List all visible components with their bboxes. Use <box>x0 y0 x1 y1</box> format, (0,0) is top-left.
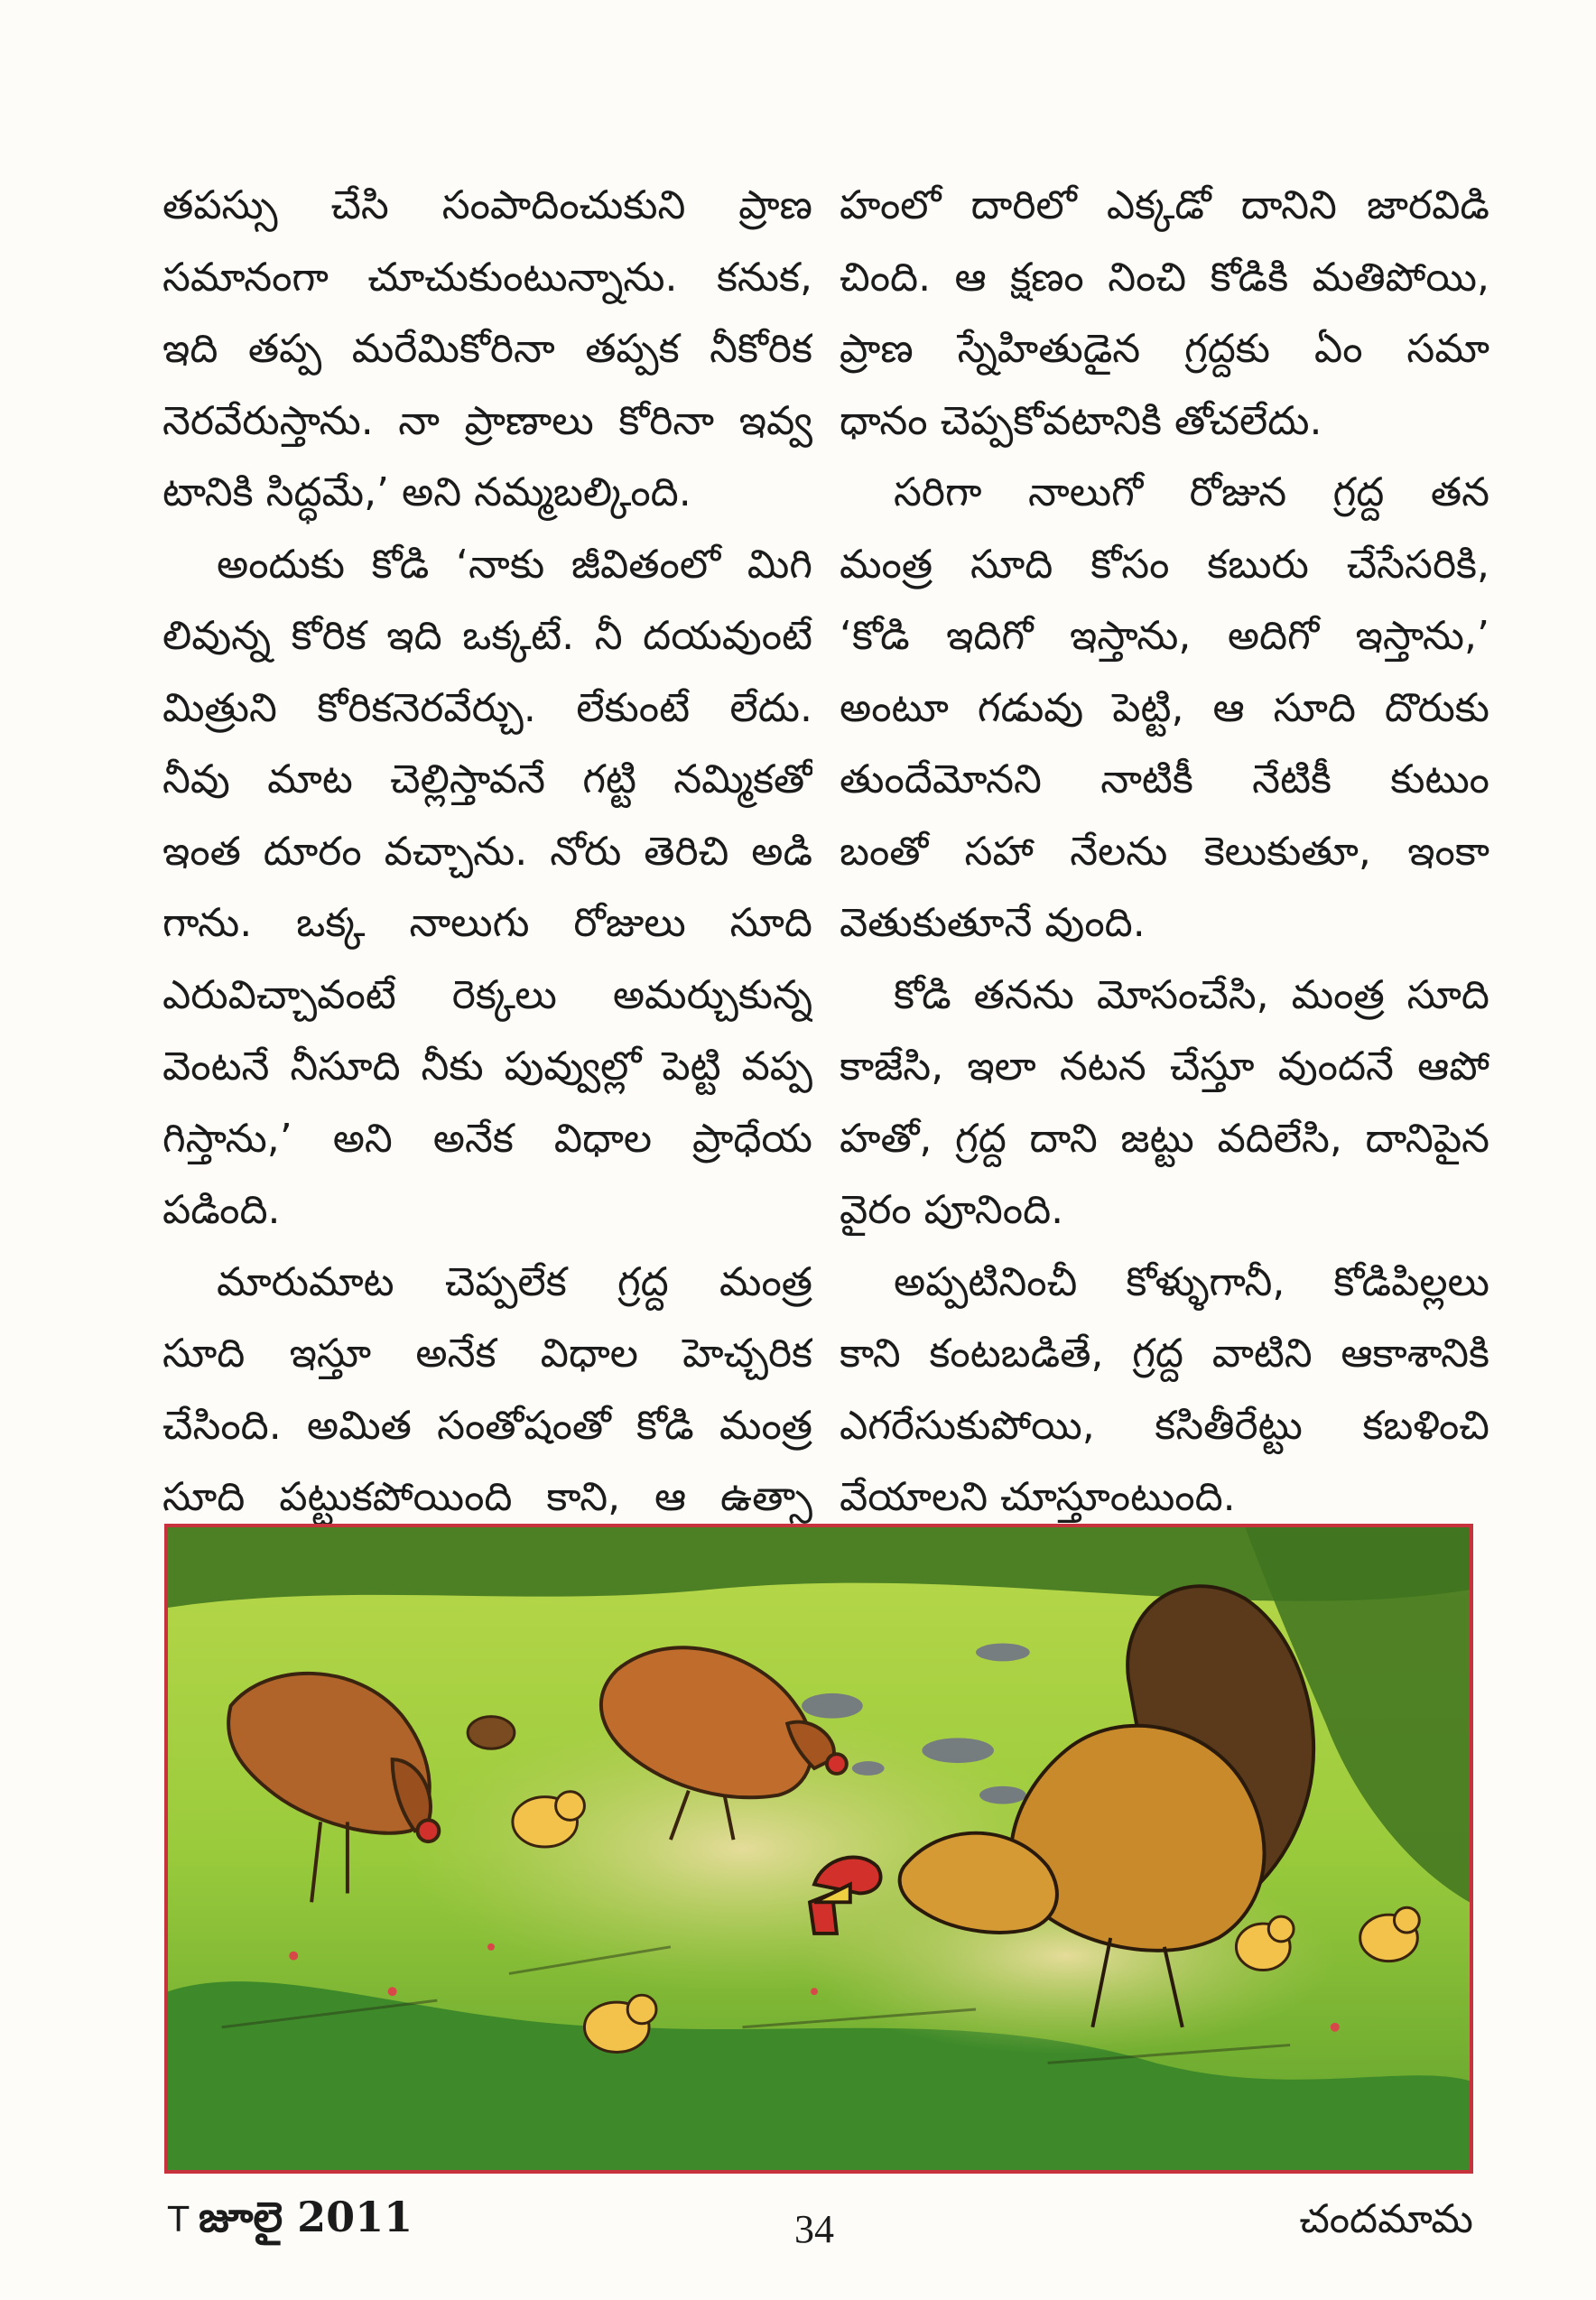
text-line: లివున్న కోరిక ఇది ఒక్కటే. నీ దయవుంటే <box>162 613 812 659</box>
text-line: ఎగరేసుకుపోయి, కసితీరేట్టు కబళించి <box>840 1402 1489 1449</box>
text-line: ఇది తప్ప మరేమికోరినా తప్పక నీకోరిక <box>162 326 812 372</box>
text-line: కాని కంటబడితే, గ్రద్ద వాటిని ఆకాశానికి <box>840 1331 1489 1377</box>
text-line: నీవు మాట చెల్లిస్తావనే గట్టి నమ్మికతో <box>162 756 812 802</box>
text-line: మారుమాట చెప్పలేక గ్రద్ద మంత్ర <box>217 1258 812 1305</box>
chickens-scene-image <box>168 1527 1470 2170</box>
story-illustration <box>164 1524 1473 2174</box>
left-text-column <box>162 170 812 1534</box>
text-line: అందుకు కోడి ‘నాకు జీవితంలో మిగి <box>217 541 812 588</box>
text-line: హతో, గ్రద్ద దాని జట్టు వదిలేసి, దానిపైన <box>840 1115 1489 1162</box>
text-line: వెంటనే నీసూది నీకు పువ్వుల్లో పెట్టి వప్ప <box>162 1043 812 1090</box>
text-line: బంతో సహా నేలను కెలుకుతూ, ఇంకా <box>840 828 1489 875</box>
text-line: పడింది. <box>162 1187 281 1233</box>
text-line: తపస్సు చేసి సంపాదించుకుని ప్రాణ <box>162 182 812 228</box>
text-line: ‘కోడి ఇదిగో ఇస్తాను, అదిగో ఇస్తాను,’ <box>840 613 1489 659</box>
text-line: కాజేసి, ఇలా నటన చేస్తూ వుందనే ఆపో <box>840 1043 1489 1090</box>
text-line: అంటూ గడువు పెట్టి, ఆ సూది దొరుకు <box>840 684 1489 731</box>
text-line: అప్పటినించీ కోళ్ళుగానీ, కోడిపిల్లలు <box>894 1258 1489 1305</box>
text-line: వైరం పూనింది. <box>840 1187 1064 1233</box>
text-line: గాను. ఒక్క నాలుగు రోజులు సూది <box>162 900 812 946</box>
text-line: సరిగా నాలుగో రోజున గ్రద్ద తన <box>894 469 1489 515</box>
text-line: చింది. ఆ క్షణం నించి కోడికి మతిపోయి, <box>840 254 1489 301</box>
page-number: 34 <box>794 2207 834 2251</box>
text-line: మంత్ర సూది కోసం కబురు చేసేసరికి, <box>840 541 1489 588</box>
text-line: సమానంగా చూచుకుంటున్నాను. కనుక, <box>162 254 812 301</box>
magazine-name: చందమామ <box>1299 2196 1473 2242</box>
text-line: తుందేమోనని నాటికీ నేటికీ కుటుం <box>840 756 1489 802</box>
text-line: ఇంత దూరం వచ్చాను. నోరు తెరిచి అడి <box>162 828 812 875</box>
page-footer <box>162 2189 1473 2252</box>
text-line: హంలో దారిలో ఎక్కడో దానిని జారవిడి <box>840 182 1489 228</box>
text-line: కోడి తనను మోసంచేసి, మంత్ర సూది <box>894 971 1489 1018</box>
text-line: మిత్రుని కోరికనెరవేర్చు. లేకుంటే లేదు. <box>162 684 812 731</box>
text-line: ప్రాణ స్నేహితుడైన గ్రద్దకు ఏం సమా <box>840 326 1489 372</box>
issue-date: జూలై 2011 <box>199 2193 413 2241</box>
footer-mark: T <box>168 2200 190 2240</box>
right-text-column <box>840 170 1489 1534</box>
text-line: గిస్తాను,’ అని అనేక విధాల ప్రాధేయ <box>162 1115 812 1162</box>
text-line: టానికి సిద్ధమే,’ అని నమ్మబల్కింది. <box>162 469 691 515</box>
text-line: ధానం చెప్పకోవటానికి తోచలేదు. <box>840 397 1322 444</box>
text-line: సూది ఇస్తూ అనేక విధాల హెచ్చరిక <box>162 1331 812 1377</box>
text-line: సూది పట్టుకపోయింది కాని, ఆ ఉత్సా <box>162 1474 812 1520</box>
text-line: నెరవేరుస్తాను. నా ప్రాణాలు కోరినా ఇవ్వ <box>162 397 812 444</box>
text-line: వెతుకుతూనే వుంది. <box>840 900 1146 946</box>
text-line: వేయాలని చూస్తూంటుంది. <box>840 1474 1236 1520</box>
text-line: ఎరువిచ్చావంటే రెక్కలు అమర్చుకున్న <box>162 971 812 1018</box>
text-line: చేసింది. అమిత సంతోషంతో కోడి మంత్ర <box>162 1402 812 1449</box>
